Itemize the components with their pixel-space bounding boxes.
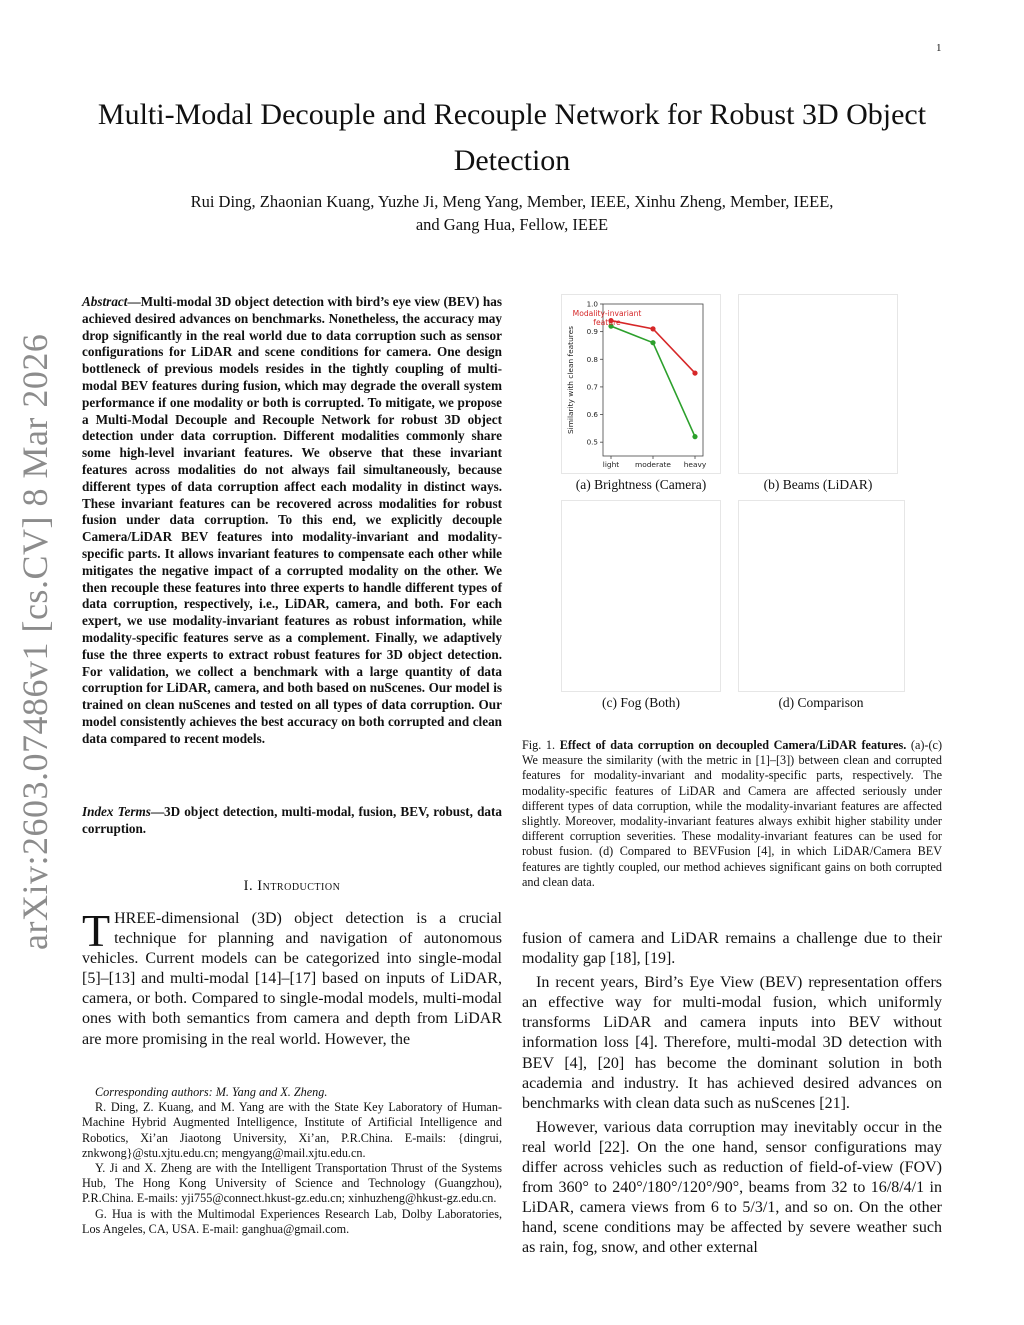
chart-a bbox=[561, 294, 719, 472]
y-tick-label: 0.6 bbox=[586, 410, 598, 420]
subcaption-d: (d) Comparison bbox=[778, 695, 864, 710]
index-terms-text: 3D object detection, multi-modal, fusion, BEV, robust, data corruption. bbox=[82, 804, 502, 836]
footnote-corresponding: Corresponding authors: M. Yang and X. Zheng. bbox=[95, 1085, 328, 1099]
figure-label: Fig. 1. bbox=[522, 738, 556, 752]
data-point bbox=[650, 326, 655, 331]
data-point bbox=[692, 370, 697, 375]
y-tick-label: 0.5 bbox=[586, 437, 598, 447]
author-list bbox=[90, 190, 934, 236]
author-line-2: and Gang Hua, Fellow, IEEE bbox=[415, 215, 609, 234]
footnote-affiliation-3: G. Hua is with the Multimodal Experiences Research Lab, Dolby Laboratories, Los Angeles, CA, USA. E-mail: ganghua@gmail.com. bbox=[82, 1206, 502, 1236]
intro-paragraph bbox=[82, 905, 502, 1050]
index-terms: Index Terms—3D object detection, multi-modal, fusion, BEV, robust, data corruption. bbox=[82, 804, 502, 836]
x-tick-label: heavy bbox=[683, 460, 707, 469]
x-tick-label: moderate bbox=[635, 460, 671, 469]
abstract-label: Abstract bbox=[82, 294, 128, 309]
section-heading bbox=[82, 878, 502, 895]
footnotes bbox=[82, 1085, 502, 1237]
data-point bbox=[650, 340, 655, 345]
figure-caption bbox=[522, 738, 942, 890]
body-paragraph-3: However, various data corruption may inevitably occur in the real world [22]. On the one hand, sensor configurations may differ across vehicles such as reduction of field-of-view (FOV) from 360° to 240°/180°/120°/90°, beams from 32 to 16/8/4/1 in LiDAR, camera views from 6 to 5/3/1, and so on. On the other hand, scene conditions may be affected by severe weather such as rain, fog, snow, and other external bbox=[522, 1118, 942, 1257]
paper-title: Multi-Modal Decouple and Recouple Network for Robust 3D Object Detection bbox=[97, 98, 927, 177]
chart-d bbox=[738, 500, 903, 690]
y-axis-label: Similarity with clean features bbox=[566, 325, 575, 435]
subcaption-b: (b) Beams (LiDAR) bbox=[763, 477, 873, 492]
figure-caption-text: (a)-(c) We measure the similarity (with the metric in [1]–[3]) between clean and corrupted features for modality-invariant and modality-specific parts, respectively. The modality-specific features of LiDAR and Camera are affected seriously under different types of data corruption, while the modality-invariant features are affected slightly. Moreover, modality-invariant features always exhibit higher stability under different corruption severities. These modality-invariant features can be used for robust fusion. (d) Compared to BEVFusion [4], in which LiDAR/Camera BEV features are tightly coupled, our method achieves significant gains on both corrupted and clean data. bbox=[522, 738, 943, 889]
subcaption-c: (c) Fog (Both) bbox=[602, 695, 680, 710]
abstract: Abstract—Multi-modal 3D object detection with bird’s eye view (BEV) has achieved desired advances on benchmarks. Nonetheless, the accuracy may drop significantly in the real world due to data corruption such as sensor configurations for LiDAR and scene conditions for camera. One design bottleneck of previous models resides in the tightly coupling of multi-modal BEV features during fusion, which may degrade the overall system performance if one modality or both is corrupted. To mitigate, we propose a Multi-Modal Decouple and Recouple Network for robust 3D object detection under data corruption. Different modalities commonly share some high-level invariant features. We observe that these invariant features across modalities do not always fail simultaneously, because different types of data corruption affect each modality in distinct ways. These invariant features can be recovered across modalities for robust fusion under data corruption. To this end, we explicitly decouple Camera/LiDAR BEV features into modality-invariant and modality-specific parts. It allows invariant features to compensate each other while mitigates the negative impact of a corrupted modality on the other. We then recouple these features into three experts to handle different types of data corruption, respectively, i.e., LiDAR, camera, and both. For each expert, we use modality-invariant features as robust information, while modality-specific features serve as a complement. Finally, we adaptively fuse the three experts to extract robust features for 3D object detection. For validation, we collect a benchmark with a large quantity of data corruption for LiDAR, camera, and both based on nuScenes. Our model is trained on clean nuScenes and tested on all types of data corruption. Our model consistently achieves the best accuracy on both corrupted and clean data compared to recent models. bbox=[82, 294, 502, 746]
footnote-affiliation-1: R. Ding, Z. Kuang, and M. Yang are with the State Key Laboratory of Human-Machine Hybrid Augmented Intelligence, Institute of Artificial Intelligence and Robotics, Xi’an Jiaotong University, Xi’an, P.R.China. E-mails: {dingrui, znkwong}@stu.xjtu.edu.cn; mengyang@mail.xjtu.edu.cn. bbox=[82, 1100, 502, 1160]
body-paragraph-1: fusion of camera and LiDAR remains a challenge due to their modality gap [18], [19]. bbox=[522, 930, 942, 968]
body-paragraph-2: In recent years, Bird’s Eye View (BEV) representation offers an effective way for multi-modal fusion, which uniformly transforms LiDAR and camera inputs into BEV without information loss [4]. Therefore, multi-modal 3D detection with BEV [4], [20] has become the dominant solution in both academia and industry. It has achieved desired advances on benchmarks with clean data such as nuScenes [21]. bbox=[522, 974, 942, 1112]
y-tick-label: 0.8 bbox=[586, 354, 598, 364]
right-column-body bbox=[522, 929, 942, 1259]
index-terms-label: Index Terms bbox=[82, 804, 151, 819]
chart-c bbox=[561, 500, 719, 690]
y-tick-label: 1.0 bbox=[586, 299, 598, 309]
series-label: feature bbox=[593, 318, 621, 327]
abstract-text: Multi-modal 3D object detection with bird’s eye view (BEV) has achieved desired advances on benchmarks. Nonetheless, the accuracy may drop significantly in the real world due to data corruption such as sensor configurations for LiDAR and scene conditions for camera. One design bottleneck of previous models resides in the tightly coupling of multi-modal BEV features during fusion, which may degrade the overall system performance if one modality or both is corrupted. To mitigate, we propose a Multi-Modal Decouple and Recouple Network for robust 3D object detection under data corruption. Different modalities commonly share some high-level invariant features. We observe that these invariant features across modalities do not always fail simultaneously, because different types of data corruption affect each modality in distinct ways. These invariant features can be recovered across modalities for robust fusion under data corruption. To this end, we explicitly decouple Camera/LiDAR BEV features into modality-invariant and modality-specific parts. It allows invariant features to compensate each other while mitigates the negative impact of a corrupted modality on the other. We then recouple these features into three experts to handle different types of data corruption, respectively, i.e., LiDAR, camera, and both. For each expert, we use modality-invariant features as robust information, while modality-specific features serve as a complement. Finally, we adaptively fuse the three experts to extract robust features for 3D object detection. For validation, we collect a benchmark with a large quantity of data corruption for LiDAR, camera, and both based on nuScenes. Our model is trained on clean nuScenes and tested on all types of data corruption. Our model consistently achieves the best accuracy on both corrupted and clean data compared to recent models. bbox=[82, 294, 502, 746]
footnote-affiliation-2: Y. Ji and X. Zheng are with the Intelligent Transportation Thrust of the Systems Hub, The Hong Kong University of Science and Technology (Guangzhou), P.R.China. E-mails: yji755@connect.hkust-gz.edu.cn; xinhuzheng@hkust-gz.edu.cn. bbox=[82, 1161, 502, 1206]
y-tick-label: 0.7 bbox=[586, 382, 598, 392]
arxiv-identifier: arXiv:2603.07486v1 [cs.CV] 8 Mar 2026 bbox=[15, 333, 55, 950]
data-point bbox=[692, 434, 697, 439]
page-number: 1 bbox=[936, 42, 942, 54]
y-tick-label: 0.9 bbox=[586, 327, 598, 337]
chart-b bbox=[738, 294, 896, 472]
section-title: Introduction bbox=[257, 878, 341, 894]
author-line-1: Rui Ding, Zhaonian Kuang, Yuzhe Ji, Meng Yang, Member, IEEE, Xinhu Zheng, Member, IEEE, bbox=[190, 192, 834, 211]
subcaption-a: (a) Brightness (Camera) bbox=[575, 477, 707, 492]
intro-text: HREE-dimensional (3D) object detection is a crucial technique for planning and navigation of autonomous vehicles. Current models can be categorized into single-modal [5]–[13] and multi-modal [14]–[17] based on inputs of LiDAR, camera, or both. Compared to single-modal models, multi-modal ones with both semantics from camera and depth from LiDAR are more promising in the real world. However, the bbox=[82, 910, 502, 1048]
figure-caption-title: Effect of data corruption on decoupled Camera/LiDAR features. bbox=[559, 738, 907, 752]
x-tick-label: light bbox=[602, 460, 620, 469]
series-label: Modality-invariant bbox=[572, 309, 642, 318]
section-number: I. bbox=[243, 878, 254, 894]
drop-cap: T bbox=[82, 905, 111, 956]
